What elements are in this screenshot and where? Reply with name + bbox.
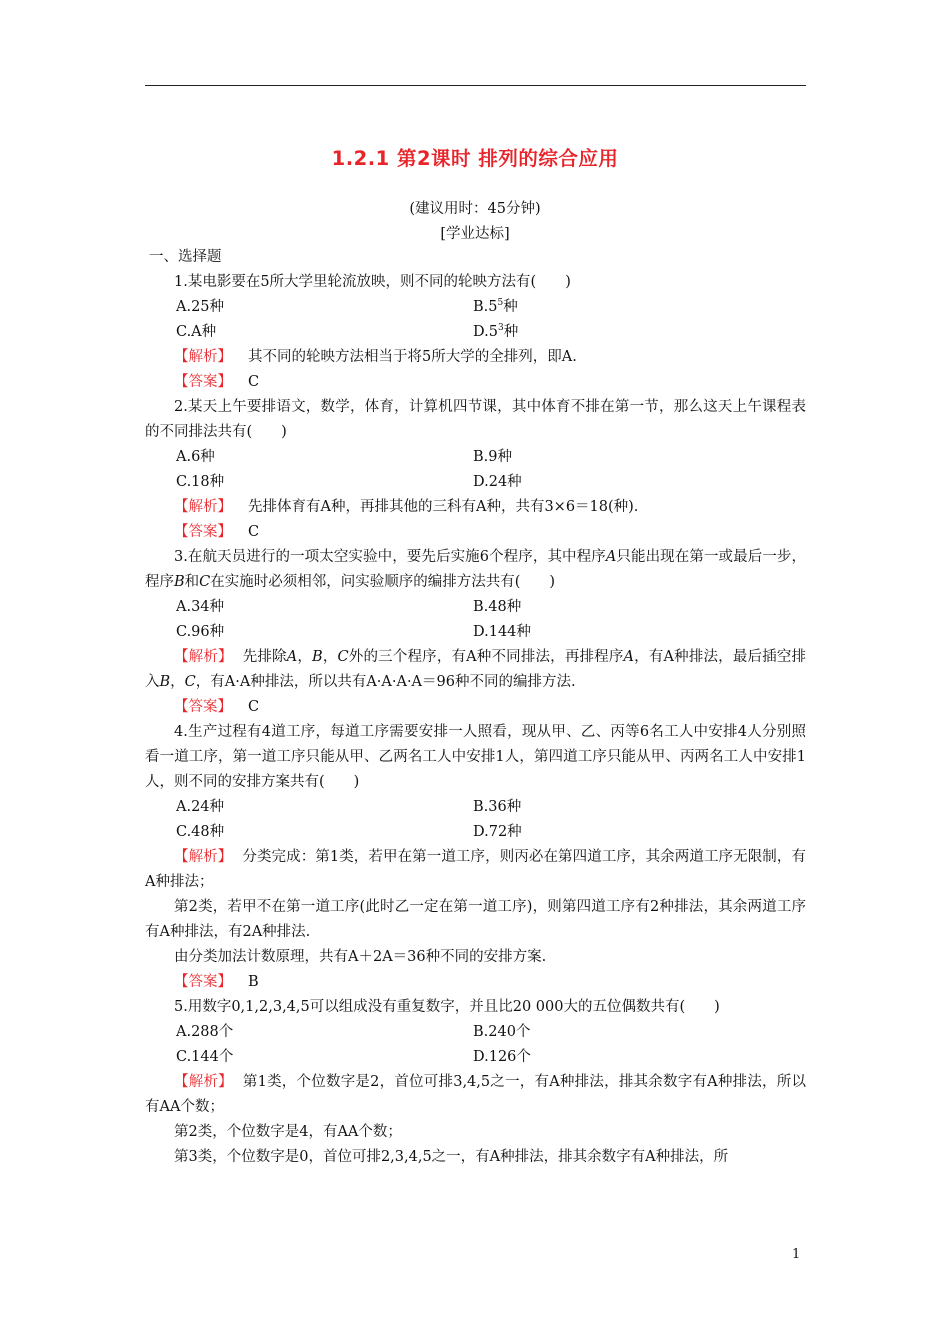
q4-option-b: B.36种: [473, 799, 522, 815]
q3-option-a: A.34种: [176, 599, 225, 615]
q3-analysis: 【解析】 先排除A，B，C外的三个程序，有A种不同排法，再排程序A，有A种排法，最后插空排入B，C，有A·A种排法，所以共有A·A·A·A＝96种不同的编排方法.: [145, 649, 807, 690]
q4-analysis-p3: 由分类加法计数原理，共有A＋2A＝36种不同的安排方案.: [174, 949, 547, 965]
q5-stem: 5.用数字0,1,2,3,4,5可以组成没有重复数字，并且比20 000大的五位偶数共有( ): [174, 999, 720, 1015]
q5-analysis-p2: 第2类，个位数字是4，有AA个数；: [174, 1124, 402, 1140]
section-tag: [学业达标]: [440, 226, 510, 242]
q5-option-b: B.240个: [473, 1024, 531, 1040]
q4-stem: 4.生产过程有4道工序，每道工序需要安排一人照看，现从甲、乙、丙等6名工人中安排4人分别照看一道工序，第一道工序只能从甲、乙两名工人中安排1人，第四道工序只能从甲、丙两名工人中安排1人，则不同的安排方案共有( ): [145, 724, 806, 790]
q2-option-b: B.9种: [473, 449, 512, 465]
q3-stem: 3.在航天员进行的一项太空实验中，要先后实施6个程序，其中程序A只能出现在第一或最后一步，程序B和C在实施时必须相邻，问实验顺序的编排方法共有( ): [145, 549, 807, 590]
q1-answer: 【答案】 C: [174, 374, 260, 390]
page-number: 1: [792, 1247, 801, 1262]
q3-options-row2: [145, 620, 806, 645]
q5-options-row2: [145, 1045, 806, 1070]
q4-answer: 【答案】 B: [174, 974, 259, 990]
q2-option-d: D.24种: [473, 474, 522, 490]
q1-option-c: C.A种: [176, 324, 217, 340]
q5-option-c: C.144个: [176, 1049, 234, 1065]
analysis-label: 【解析】: [174, 349, 232, 365]
q1-option-b: $B.5^5$种: [473, 298, 518, 315]
q4-options-row2: [145, 820, 806, 845]
q3-options-row1: [145, 595, 806, 620]
header-rule: [145, 85, 806, 86]
q1-options-row2: [145, 320, 806, 345]
q2-option-a: A.6种: [176, 449, 215, 465]
q1-stem: 1.某电影要在5所大学里轮流放映，则不同的轮映方法有( ): [174, 274, 571, 290]
q5-option-a: A.288个: [176, 1024, 234, 1040]
time-note: (建议用时：45分钟): [409, 201, 541, 217]
q2-option-c: C.18种: [176, 474, 225, 490]
q2-analysis: 【解析】 先排体育有A种，再排其他的三科有A种，共有3×6＝18(种).: [174, 499, 639, 515]
page-title: 1.2.1 第2课时 排列的综合应用: [331, 147, 619, 170]
q1-options-row1: [145, 295, 806, 320]
q1-analysis: 【解析】 其不同的轮映方法相当于将5所大学的全排列，即A.: [174, 349, 577, 365]
q5-option-d: D.126个: [473, 1049, 531, 1065]
q4-analysis-p2: 第2类，若甲不在第一道工序(此时乙一定在第一道工序)，则第四道工序有2种排法，其余两道工序有A种排法，有2A种排法.: [145, 899, 806, 940]
q3-option-c: C.96种: [176, 624, 225, 640]
q5-analysis: 【解析】 第1类，个位数字是2，首位可排3,4,5之一，有A种排法，排其余数字有A种排法，所以有AA个数；: [145, 1074, 806, 1115]
q2-answer: 【答案】 C: [174, 524, 260, 540]
q1-option-a: A.25种: [176, 299, 225, 315]
q3-option-d: D.144种: [473, 624, 531, 640]
document-body: [145, 245, 806, 1170]
q4-options-row1: [145, 795, 806, 820]
q4-option-d: D.72种: [473, 824, 522, 840]
q5-analysis-p3: 第3类，个位数字是0，首位可排2,3,4,5之一，有A种排法，排其余数字有A种排法，所: [174, 1149, 729, 1165]
q4-option-c: C.48种: [176, 824, 225, 840]
q5-options-row1: [145, 1020, 806, 1045]
section-heading: 一、选择题: [149, 249, 222, 265]
q3-answer: 【答案】 C: [174, 699, 260, 715]
answer-label: 【答案】: [174, 374, 232, 390]
q4-analysis: 【解析】 分类完成：第1类，若甲在第一道工序，则丙必在第四道工序，其余两道工序无限制，有A种排法；: [145, 849, 806, 890]
q2-stem: 2.某天上午要排语文，数学，体育，计算机四节课，其中体育不排在第一节，那么这天上午课程表的不同排法共有( ): [145, 399, 806, 440]
q2-options-row1: [145, 445, 806, 470]
q1-option-d: $D.5^3$种: [473, 323, 519, 340]
q2-options-row2: [145, 470, 806, 495]
q3-option-b: B.48种: [473, 599, 522, 615]
q4-option-a: A.24种: [176, 799, 225, 815]
